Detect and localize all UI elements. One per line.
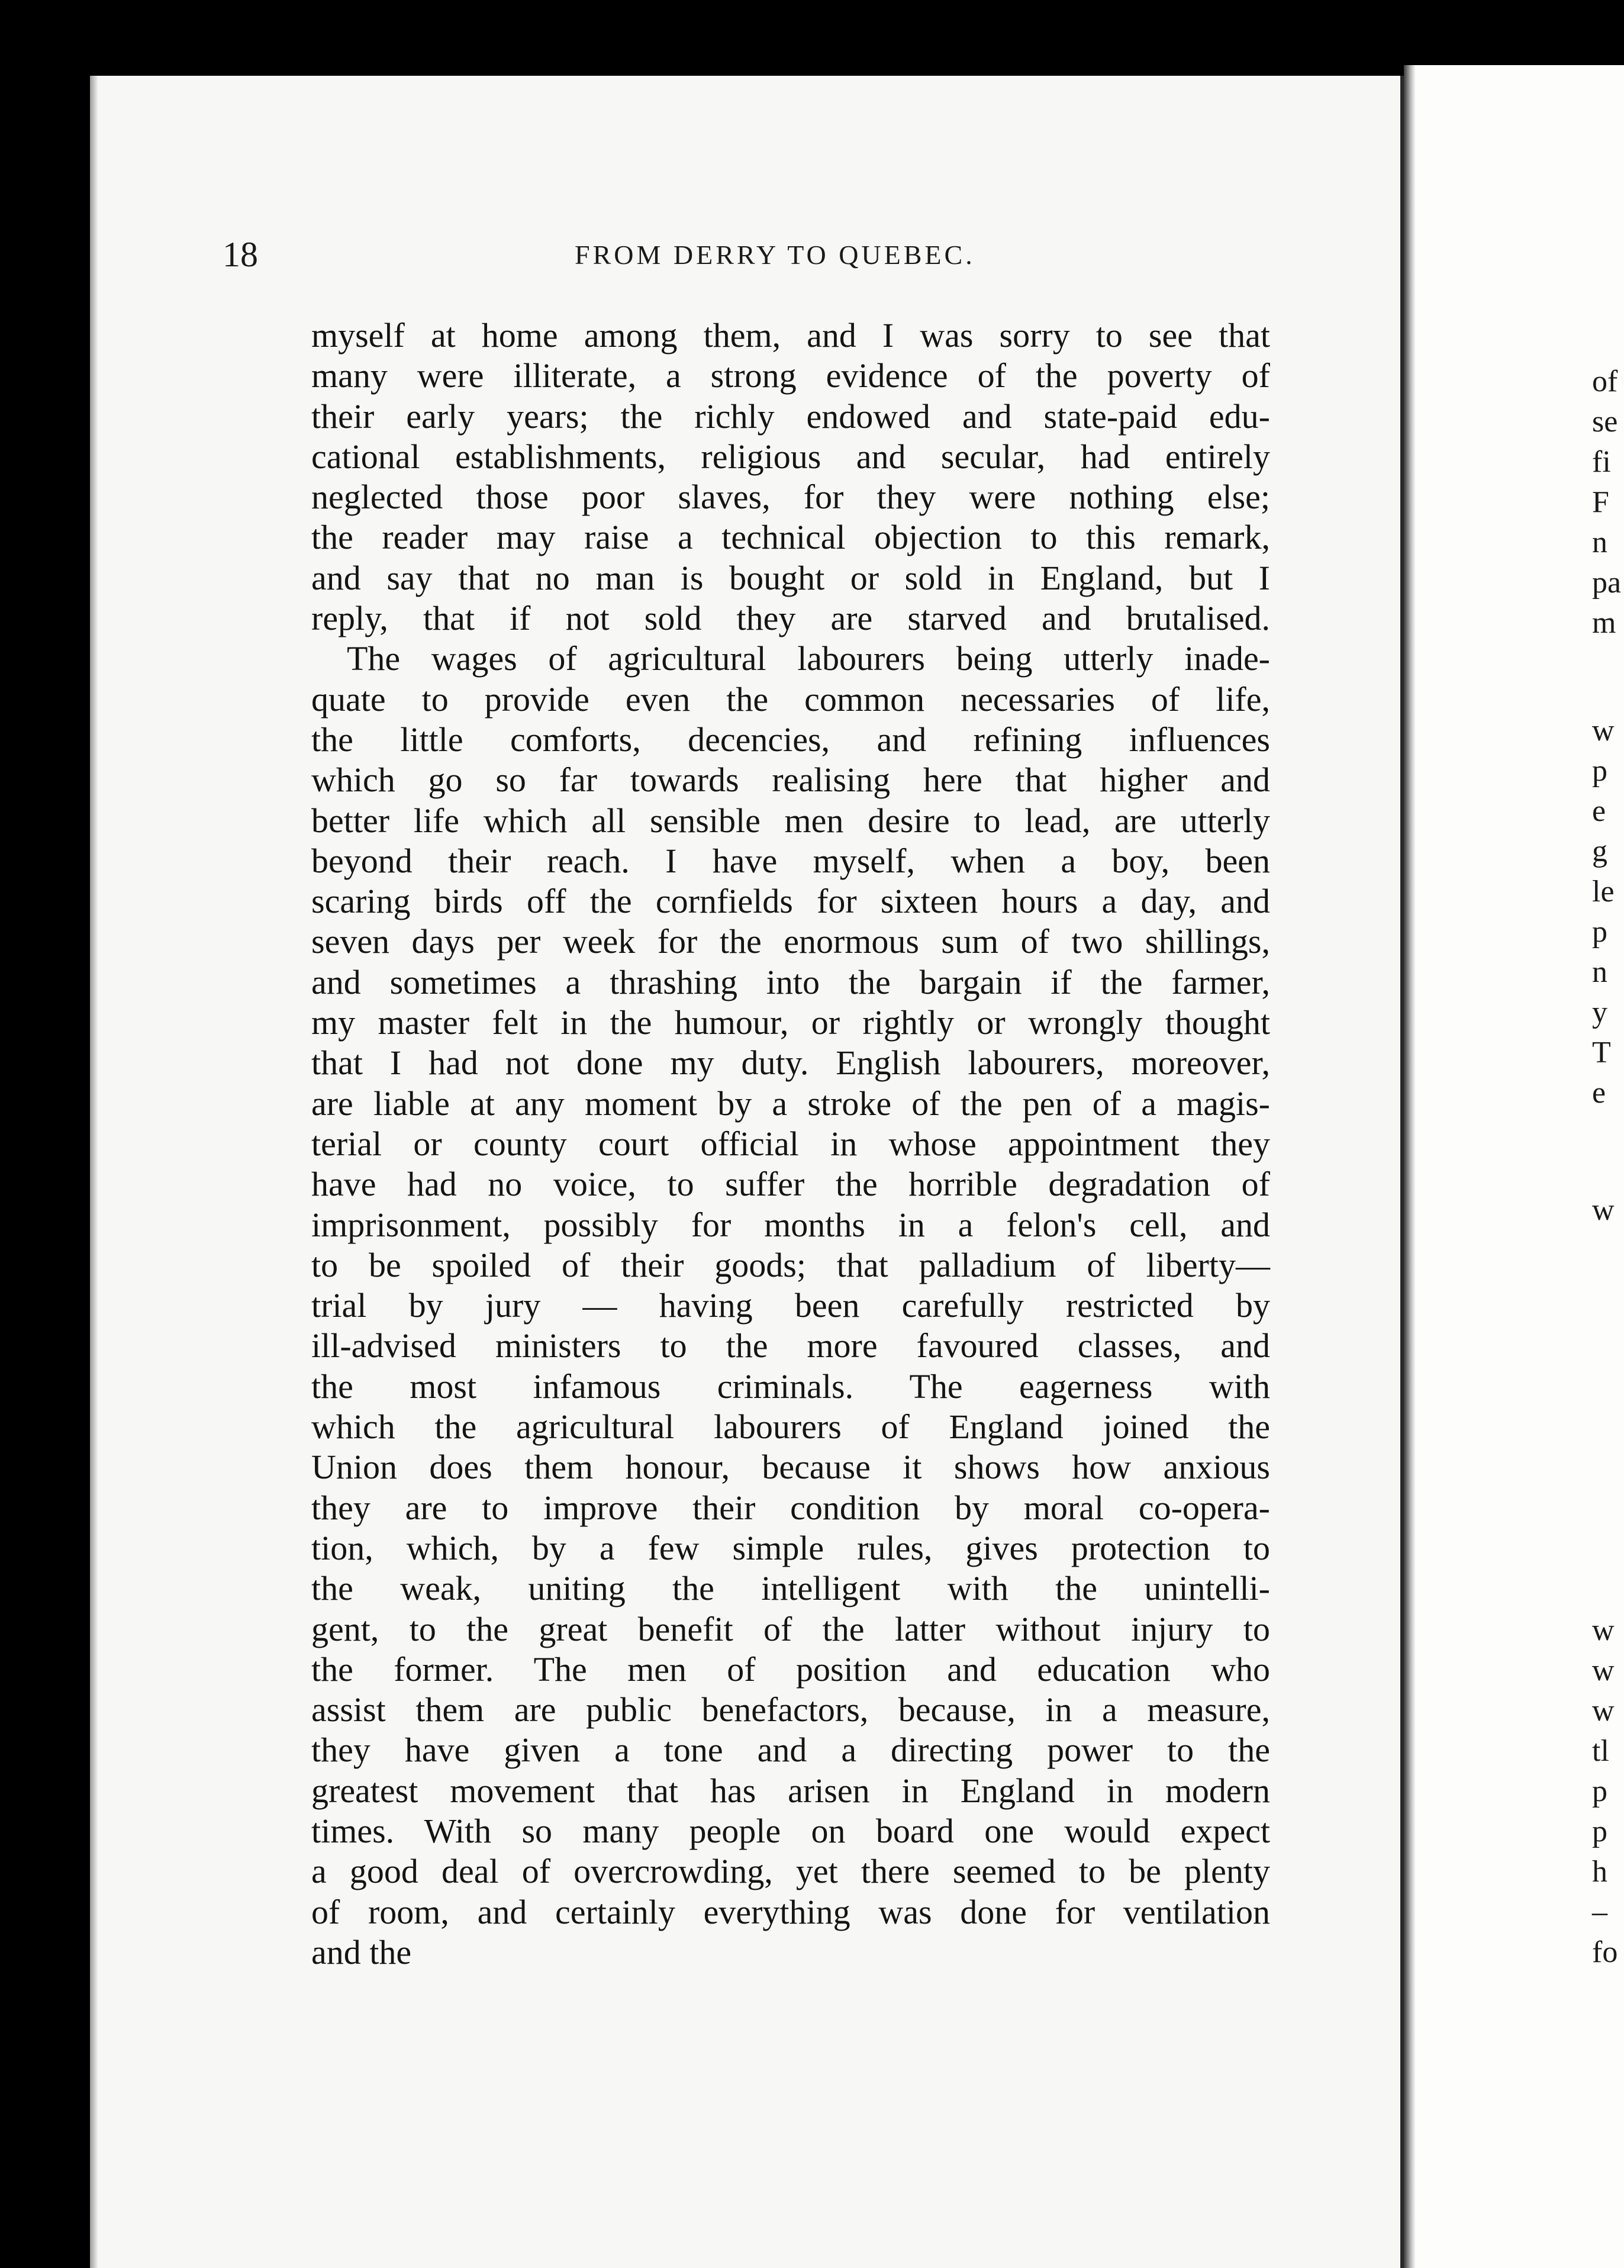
facing-page-fragment: F bbox=[1592, 485, 1609, 519]
text-line: The wages of agricultural labourers being utterly inade- bbox=[347, 639, 1270, 678]
text-line: cational establishments, religious and secular, had entirely bbox=[311, 437, 1270, 476]
text-line: the weak, uniting the intelligent with the unintelli- bbox=[311, 1569, 1270, 1608]
facing-page-fragment: w bbox=[1592, 1193, 1615, 1227]
facing-page-fragment: n bbox=[1592, 955, 1607, 989]
facing-page-fragment: y bbox=[1592, 996, 1607, 1029]
text-line: they have given a tone and a directing power to the bbox=[311, 1731, 1270, 1770]
facing-page-fragment: e bbox=[1592, 1076, 1606, 1110]
text-line: which the agricultural labourers of England joined the bbox=[311, 1407, 1270, 1447]
text-line: terial or county court official in whose appointment they bbox=[311, 1124, 1270, 1163]
text-line: Union does them honour, because it shows how anxious bbox=[311, 1448, 1270, 1487]
facing-page-fragment: T bbox=[1592, 1036, 1611, 1069]
page-header bbox=[223, 234, 1288, 288]
text-line: imprisonment, possibly for months in a felon's cell, and bbox=[311, 1205, 1270, 1244]
text-line: of room, and certainly everything was done for ventilation bbox=[311, 1892, 1270, 1931]
facing-page-fragment: p bbox=[1592, 1815, 1607, 1848]
facing-page-fragment: m bbox=[1592, 606, 1616, 640]
running-head: FROM DERRY TO QUEBEC. bbox=[575, 240, 975, 270]
text-line: my master felt in the humour, or rightly or wrongly thought bbox=[311, 1003, 1270, 1042]
facing-page-fragment: fi bbox=[1592, 445, 1611, 479]
facing-page-fragment: p bbox=[1592, 1774, 1607, 1808]
text-line: scaring birds off the cornfields for sixteen hours a day, and bbox=[311, 882, 1270, 921]
text-line: the former. The men of position and education who bbox=[311, 1650, 1270, 1689]
facing-page-fragment: n bbox=[1592, 526, 1607, 559]
page-number: 18 bbox=[223, 235, 258, 274]
text-line: greatest movement that has arisen in England in modern bbox=[311, 1771, 1270, 1810]
text-line: the most infamous criminals. The eagerness with bbox=[311, 1367, 1270, 1406]
text-line: ill-advised ministers to the more favoured classes, and bbox=[311, 1326, 1270, 1365]
book-spine-shadow bbox=[1404, 65, 1416, 2268]
facing-page-fragment: w bbox=[1592, 1694, 1615, 1728]
text-line: have had no voice, to suffer the horrible degradation of bbox=[311, 1165, 1270, 1204]
text-line: times. With so many people on board one would expect bbox=[311, 1811, 1270, 1850]
facing-page-fragment: of bbox=[1592, 365, 1618, 398]
text-line: many were illiterate, a strong evidence of the poverty of bbox=[311, 356, 1270, 395]
text-line: their early years; the richly endowed and state-paid edu- bbox=[311, 397, 1270, 436]
facing-page bbox=[1404, 65, 1624, 2268]
facing-page-fragment: pa bbox=[1592, 566, 1622, 600]
text-line: neglected those poor slaves, for they were nothing else; bbox=[311, 478, 1270, 517]
text-line: seven days per week for the enormous sum of two shillings, bbox=[311, 922, 1270, 961]
facing-page-fragment: fo bbox=[1592, 1935, 1618, 1969]
text-line: gent, to the great benefit of the latter without injury to bbox=[311, 1609, 1270, 1648]
facing-page-fragment: p bbox=[1592, 754, 1607, 788]
facing-page-fragment: le bbox=[1592, 875, 1615, 909]
facing-page-fragment: p bbox=[1592, 915, 1607, 949]
facing-page-fragment: h bbox=[1592, 1855, 1607, 1889]
facing-page-fragment: tl bbox=[1592, 1734, 1609, 1768]
facing-page-fragment: g bbox=[1592, 835, 1607, 868]
text-line: myself at home among them, and I was sorry to see that bbox=[311, 316, 1270, 355]
facing-page-fragment: w bbox=[1592, 1654, 1615, 1687]
facing-page-fragment: – bbox=[1592, 1895, 1607, 1929]
text-line: are liable at any moment by a stroke of the pen of a magis- bbox=[311, 1084, 1270, 1123]
facing-page-fragment: w bbox=[1592, 714, 1615, 748]
text-line: they are to improve their condition by moral co-opera- bbox=[311, 1488, 1270, 1527]
text-line: to be spoiled of their goods; that palladium of liberty— bbox=[311, 1245, 1270, 1284]
facing-page-fragment: e bbox=[1592, 794, 1606, 828]
text-line: better life which all sensible men desire to lead, are utterly bbox=[311, 801, 1270, 840]
body-text bbox=[311, 315, 1270, 1973]
text-line: and say that no man is bought or sold in England, but I bbox=[311, 558, 1270, 597]
left-page-edge-shadow bbox=[90, 76, 98, 2268]
facing-page-fragment: w bbox=[1592, 1613, 1615, 1647]
text-line: assist them are public benefactors, because, in a measure, bbox=[311, 1690, 1270, 1729]
text-line: trial by jury — having been carefully restricted by bbox=[311, 1286, 1270, 1325]
text-line: the little comforts, decencies, and refining influences bbox=[311, 720, 1270, 759]
text-line: tion, which, by a few simple rules, gives protection to bbox=[311, 1528, 1270, 1567]
text-line: quate to provide even the common necessaries of life, bbox=[311, 679, 1270, 719]
text-line: beyond their reach. I have myself, when a boy, been bbox=[311, 841, 1270, 880]
text-line: and sometimes a thrashing into the bargain if the farmer, bbox=[311, 962, 1270, 1001]
text-line: which go so far towards realising here that higher and bbox=[311, 761, 1270, 800]
text-line: the reader may raise a technical objection to this remark, bbox=[311, 518, 1270, 557]
text-line: a good deal of overcrowding, yet there seemed to be plenty bbox=[311, 1852, 1270, 1891]
text-line: and the bbox=[311, 1932, 412, 1971]
text-line: reply, that if not sold they are starved and brutalised. bbox=[311, 599, 1270, 638]
facing-page-fragment: se bbox=[1592, 405, 1618, 439]
text-line: that I had not done my duty. English labourers, moreover, bbox=[311, 1043, 1270, 1083]
